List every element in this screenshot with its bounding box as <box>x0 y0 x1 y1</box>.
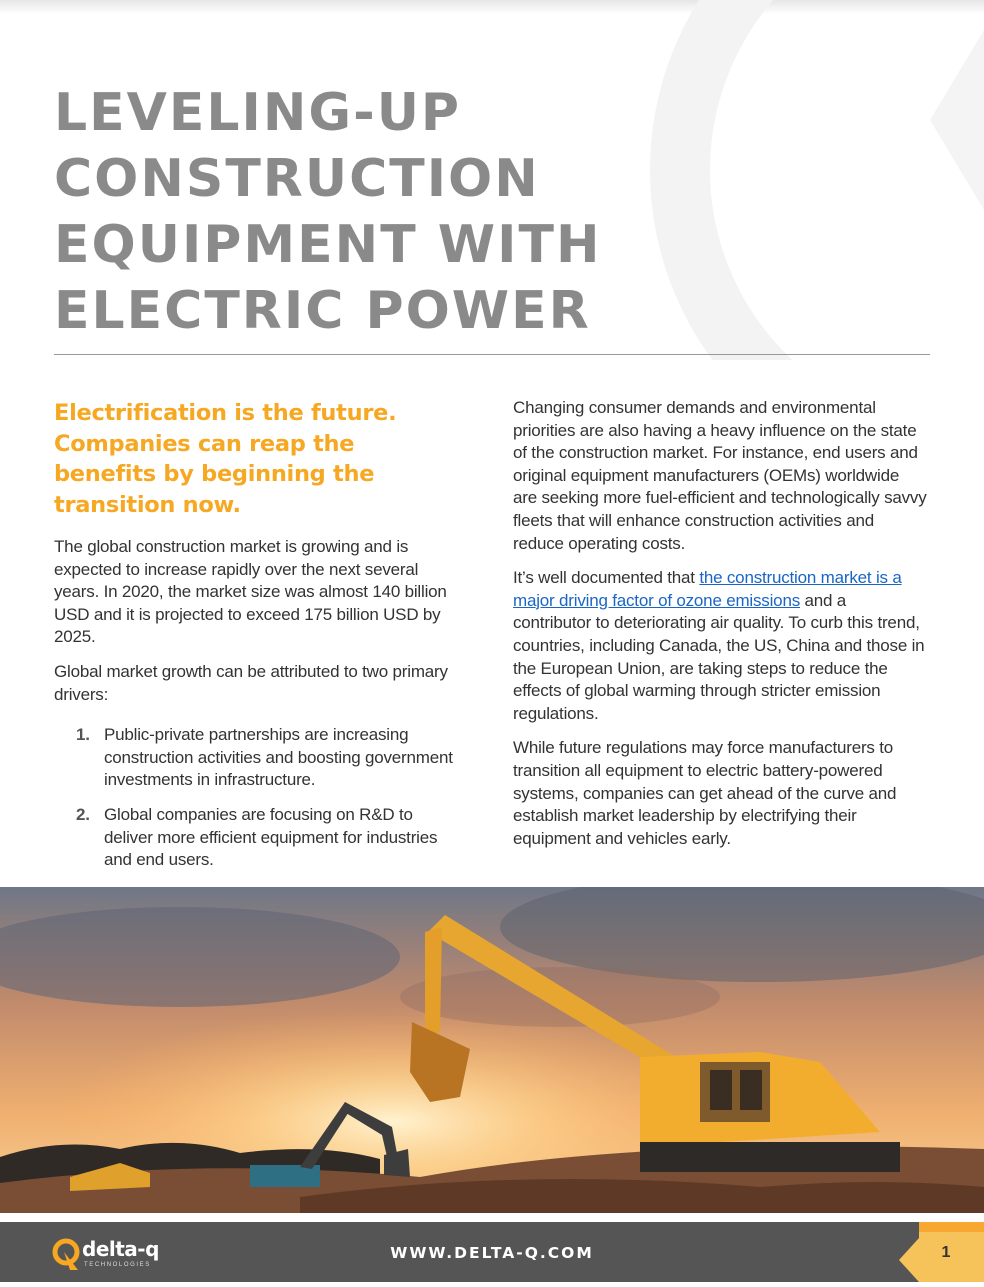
subheading: Electrification is the future. Companies can reap the benefits by beginning the transition now. <box>54 400 397 518</box>
title-line: ELECTRIC POWER <box>54 281 591 341</box>
logo-tagline: TECHNOLOGIES <box>84 1262 151 1268</box>
list-item-text: Public-private partnerships are increasing construction activities and boosting government investments in infrastructure. <box>104 725 453 790</box>
title-divider <box>54 354 930 355</box>
right-column <box>513 397 927 862</box>
title-line: CONSTRUCTION <box>54 149 540 209</box>
list-item <box>54 804 454 872</box>
background-logo-watermark <box>640 0 984 360</box>
title-line: EQUIPMENT WITH <box>54 215 602 275</box>
title-line: LEVELING-UP <box>54 83 462 143</box>
intro-paragraph: The global construction market is growing and is expected to increase rapidly over the next several years. In 2020, the market size was almost 140 billion USD and it is projected to exceed 175 billion USD by 2025. <box>54 537 447 647</box>
footer-bar <box>0 1222 984 1282</box>
regulations-paragraph: While future regulations may force manufacturers to transition all equipment to electric battery-powered systems, companies can get ahead of the curve and establish market leadership by electrifying their equipment and vehicles early. <box>513 738 897 848</box>
excavator-sunset-photo <box>0 887 984 1213</box>
page-number: 1 <box>941 1244 951 1261</box>
left-column <box>54 398 454 884</box>
drivers-list <box>54 724 454 872</box>
list-item-text: Global companies are focusing on R&D to deliver more efficient equipment for industries and end users. <box>104 804 438 870</box>
drivers-intro-paragraph: Global market growth can be attributed to two primary drivers: <box>54 661 448 704</box>
ozone-emissions-link[interactable]: the construction market is a major driving factor of ozone emissions <box>513 568 902 610</box>
logo-wordmark: delta-q <box>82 1237 159 1261</box>
page-title <box>54 80 601 344</box>
list-number: 1. <box>76 725 90 745</box>
list-number: 2. <box>76 804 90 824</box>
emissions-text-before: It’s well documented that <box>513 568 700 588</box>
emissions-text-after: and a contributor to deteriorating air quality. To curb this trend, countries, including Canada, the US, China and those in the European Union, are taking steps to reduce the effects of global warming through stricter emission regulations. <box>513 590 925 723</box>
consumer-demands-paragraph: Changing consumer demands and environmental priorities are also having a heavy influence on the state of the construction market. For instance, end users and original equipment manufacturers (OEMs) worldwide are seeking more fuel-efficient and technologically savvy fleets that will enhance construction activities and reduce operating costs. <box>513 398 927 553</box>
website-url[interactable]: WWW.DELTA-Q.COM <box>390 1244 594 1262</box>
emissions-paragraph <box>513 567 927 725</box>
list-item <box>54 724 454 792</box>
